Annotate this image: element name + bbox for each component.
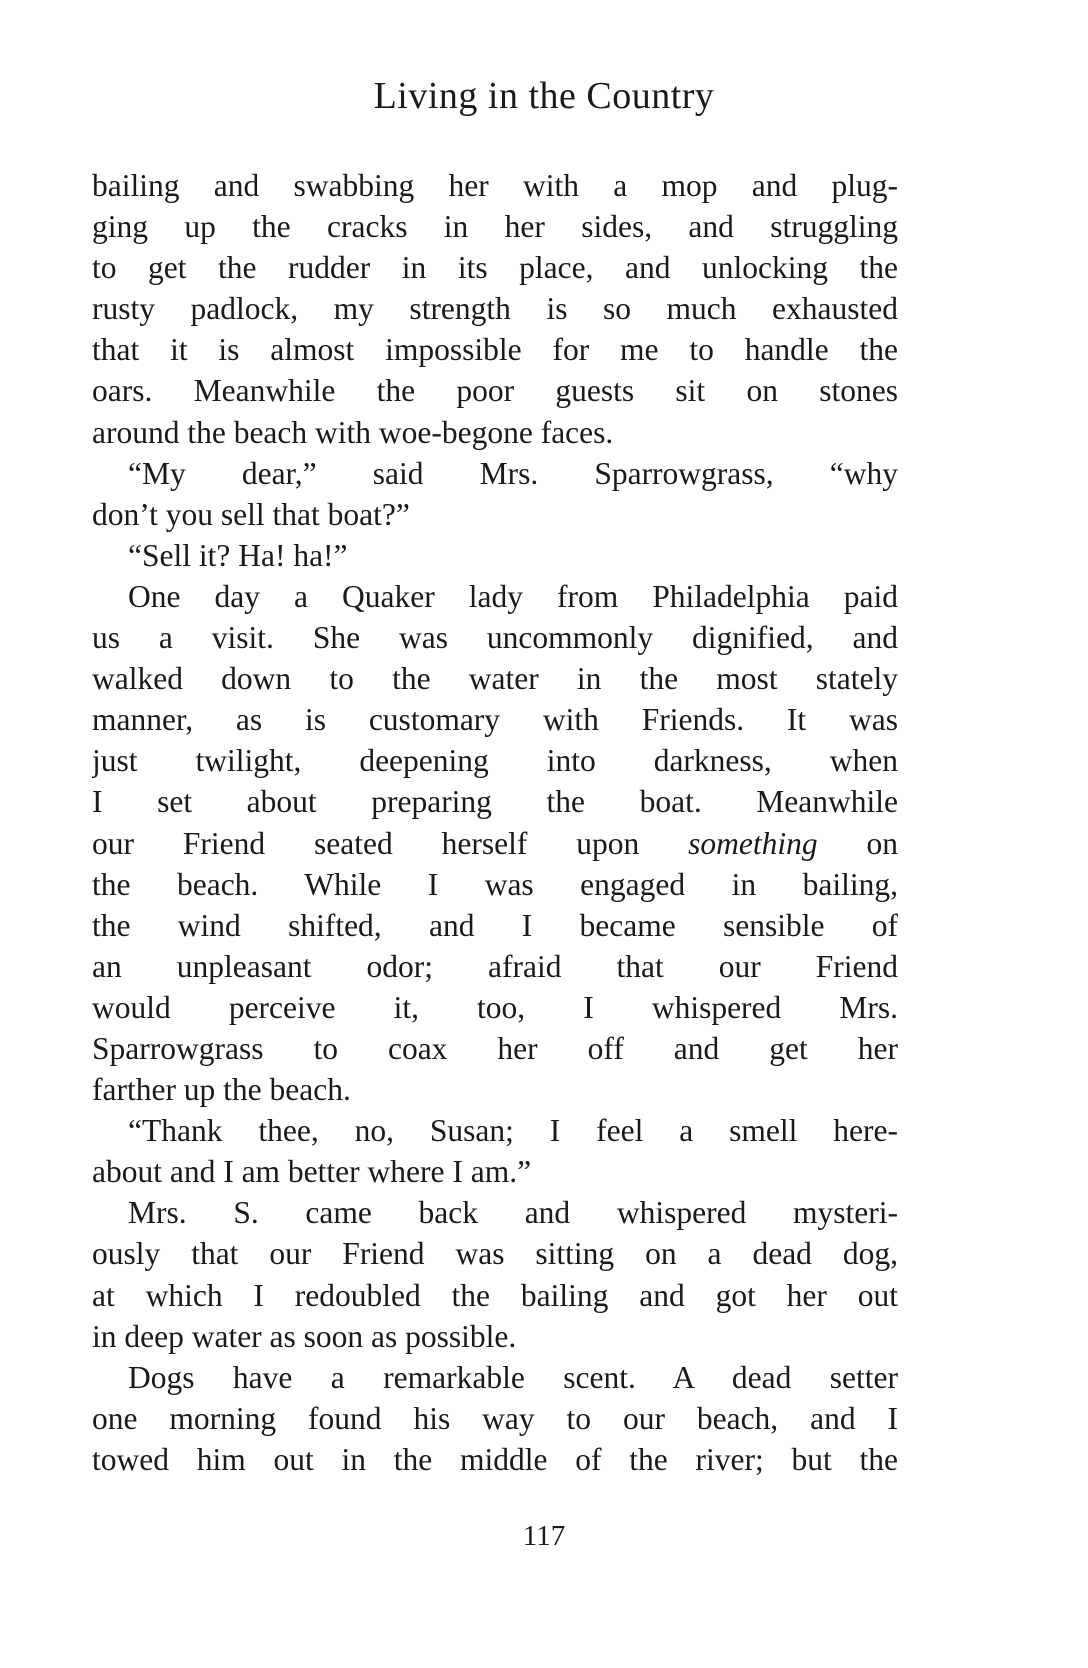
text-line-content: bailing and swabbing her with a mop and plug-	[92, 168, 898, 203]
text-line	[92, 905, 898, 946]
text-line-content: Mrs. S. came back and whispered mysteri-	[128, 1195, 898, 1231]
text-line	[92, 535, 898, 576]
text-line-content: don’t you sell that boat?”	[92, 496, 410, 532]
text-line-content: ging up the cracks in her sides, and struggling	[92, 209, 898, 245]
text-line	[92, 1357, 898, 1398]
text-line	[92, 946, 898, 987]
text-line-content: the wind shifted, and I became sensible of	[92, 907, 898, 943]
text-line-content: rusty padlock, my strength is so much exhausted	[92, 291, 898, 327]
text-line	[92, 576, 898, 617]
text-line	[92, 617, 898, 658]
text-line-content: in deep water as soon as possible.	[92, 1318, 517, 1354]
text-line-content: around the beach with woe-begone faces.	[92, 414, 614, 450]
text-line	[92, 987, 898, 1028]
text-line-tail: on	[817, 825, 898, 861]
text-line	[92, 370, 898, 411]
text-line-content: us a visit. She was uncommonly dignified, and	[92, 620, 898, 656]
text-line-content: I set about preparing the boat. Meanwhile	[92, 784, 898, 820]
text-line	[92, 1316, 898, 1357]
text-line	[92, 1028, 898, 1069]
text-line-content: one morning found his way to our beach, and I	[92, 1400, 898, 1436]
text-line-content: farther up the beach.	[92, 1072, 351, 1108]
text-line	[92, 1439, 898, 1480]
text-line-content: Dogs have a remarkable scent. A dead setter	[128, 1359, 898, 1395]
text-line-content: that it is almost impossible for me to handle the	[92, 332, 898, 368]
text-line	[92, 206, 898, 247]
text-line	[92, 412, 898, 453]
italic-word: something	[688, 825, 818, 861]
text-line	[92, 658, 898, 699]
text-line	[92, 781, 898, 822]
text-line	[92, 823, 898, 864]
text-line-content: Sparrowgrass to coax her off and get her	[92, 1030, 898, 1066]
text-line	[92, 1192, 898, 1233]
body-text	[92, 165, 898, 1480]
text-line-content: manner, as is customary with Friends. It was	[92, 702, 898, 738]
text-line-content: One day a Quaker lady from Philadelphia paid	[128, 578, 898, 614]
text-line	[92, 453, 898, 494]
page-number: 117	[522, 1520, 566, 1552]
text-line-content: walked down to the water in the most stately	[92, 661, 898, 697]
text-line-content: our Friend seated herself upon	[92, 825, 640, 861]
text-line-content: would perceive it, too, I whispered Mrs.	[92, 989, 898, 1025]
text-line-content: to get the rudder in its place, and unlocking the	[92, 250, 898, 286]
text-line-content: “Thank thee, no, Susan; I feel a smell here-	[128, 1113, 898, 1149]
text-line-content: about and I am better where I am.”	[92, 1154, 532, 1190]
text-line-content: the beach. While I was engaged in bailing,	[92, 866, 898, 902]
text-line	[92, 329, 898, 370]
text-line-content: “My dear,” said Mrs. Sparrowgrass, “why	[128, 455, 898, 491]
text-line	[92, 740, 898, 781]
text-line	[92, 1069, 898, 1110]
text-line	[92, 165, 898, 206]
text-line-content: just twilight, deepening into darkness, when	[92, 743, 898, 779]
text-line	[92, 494, 898, 535]
text-line	[92, 1233, 898, 1274]
text-line-content: oars. Meanwhile the poor guests sit on stones	[92, 373, 898, 409]
text-line-content: ously that our Friend was sitting on a dead dog,	[92, 1236, 898, 1272]
text-line	[92, 699, 898, 740]
text-line	[92, 288, 898, 329]
text-line	[92, 864, 898, 905]
text-line	[92, 1398, 898, 1439]
text-line	[92, 1151, 898, 1192]
text-line	[92, 1275, 898, 1316]
text-line	[92, 247, 898, 288]
text-line	[92, 1110, 898, 1151]
running-head: Living in the Country	[373, 75, 715, 117]
text-line-content: at which I redoubled the bailing and got her out	[92, 1277, 898, 1313]
text-line-content: “Sell it? Ha! ha!”	[128, 537, 348, 573]
text-line-content: towed him out in the middle of the river; but the	[92, 1441, 898, 1477]
text-line-content: an unpleasant odor; afraid that our Friend	[92, 948, 898, 984]
